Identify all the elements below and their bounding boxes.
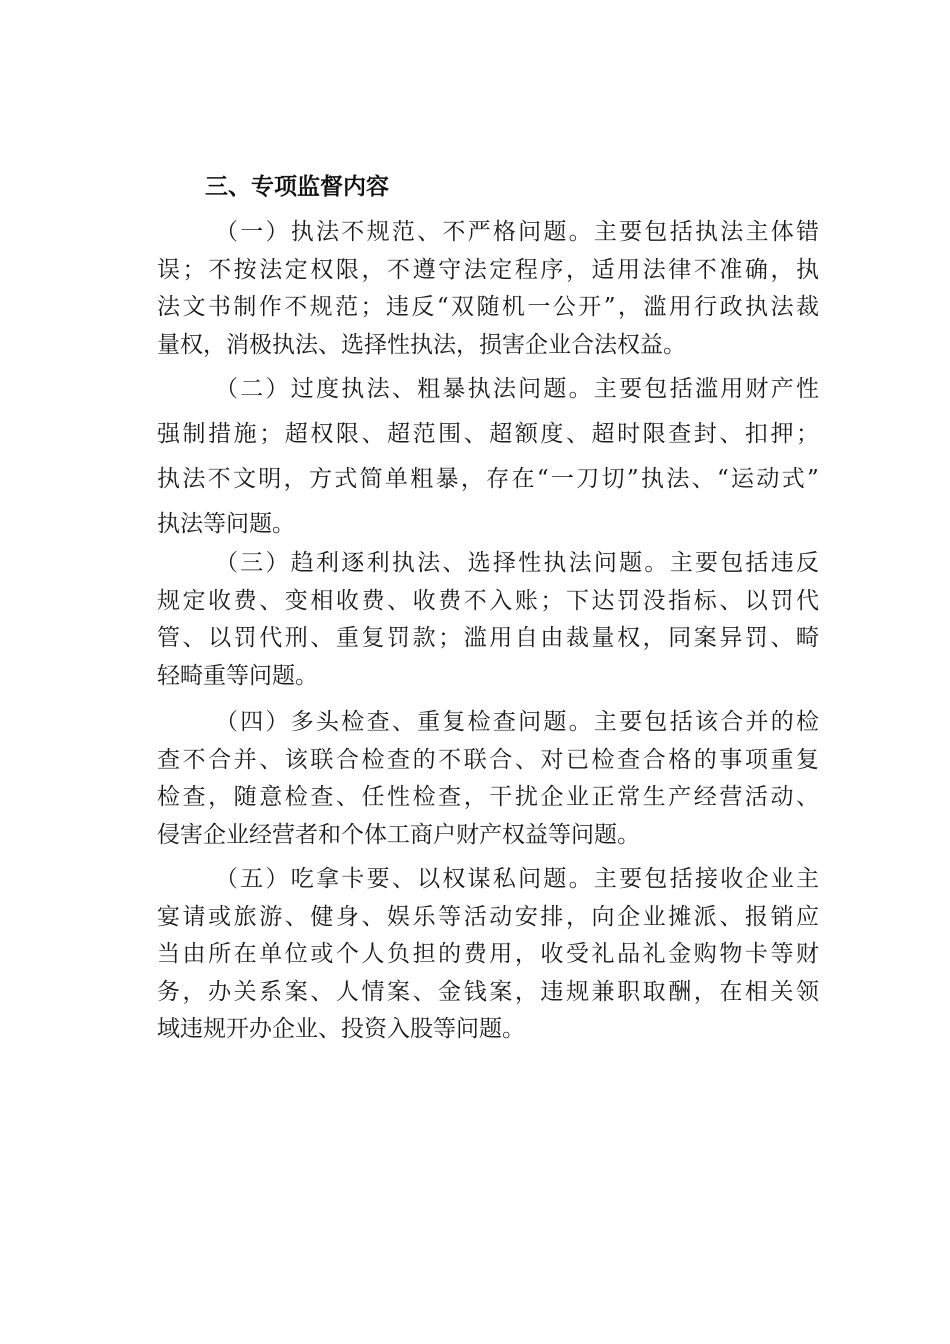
paragraph-line: 查不合并、该联合检查的不联合、对已检查合格的事项重复 — [157, 746, 819, 773]
paragraph-1 — [157, 214, 819, 364]
paragraph-line: （四）多头检查、重复检查问题。主要包括该合并的检 — [215, 709, 819, 735]
paragraph-line: 宴请或旅游、健身、娱乐等活动安排，向企业摊派、报销应 — [157, 903, 819, 930]
paragraph-line: 执法不文明，方式简单粗暴，存在“一刀切”执法、“运动式” — [157, 466, 819, 492]
paragraph-line: 当由所在单位或个人负担的费用，收受礼品礼金购物卡等财 — [157, 941, 819, 967]
paragraph-line: 规定收费、变相收费、收费不入账；下达罚没指标、以罚代 — [157, 587, 819, 614]
section-heading: 三、专项监督内容 — [205, 174, 389, 200]
paragraph-4 — [157, 704, 819, 854]
paragraph-line: 量权，消极执法、选择性执法，损害企业合法权益。 — [157, 331, 686, 358]
paragraph-line: 强制措施；超权限、超范围、超额度、超时限查封、扣押； — [157, 421, 819, 447]
paragraph-line: （一）执法不规范、不严格问题。主要包括执法主体错 — [215, 219, 819, 245]
paragraph-line: （二）过度执法、粗暴执法问题。主要包括滥用财产性 — [215, 376, 819, 402]
paragraph-line: 法文书制作不规范；违反“双随机一公开”，滥用行政执法裁 — [157, 294, 819, 320]
paragraph-line: 轻畸重等问题。 — [157, 662, 318, 689]
paragraph-3 — [157, 545, 819, 695]
paragraph-line: 执法等问题。 — [157, 511, 295, 537]
paragraph-line: 务，办关系案、人情案、金钱案，违规兼职取酬，在相关领 — [157, 978, 819, 1005]
paragraph-line: 管、以罚代刑、重复罚款；滥用自由裁量权，同案异罚、畸 — [157, 625, 819, 651]
paragraph-5 — [157, 861, 819, 1049]
paragraph-line: 误；不按法定权限，不遵守法定程序，适用法律不准确，执 — [157, 256, 819, 283]
paragraph-line: 域违规开办企业、投资入股等问题。 — [157, 1016, 525, 1042]
paragraph-line: （三）趋利逐利执法、选择性执法问题。主要包括违反 — [215, 550, 819, 576]
paragraph-2 — [157, 367, 819, 547]
paragraph-line: 检查，随意检查、任性检查，干扰企业正常生产经营活动、 — [157, 784, 819, 810]
paragraph-line: （五）吃拿卡要、以权谋私问题。主要包括接收企业主 — [215, 866, 819, 892]
paragraph-line: 侵害企业经营者和个体工商户财产权益等问题。 — [157, 821, 640, 848]
